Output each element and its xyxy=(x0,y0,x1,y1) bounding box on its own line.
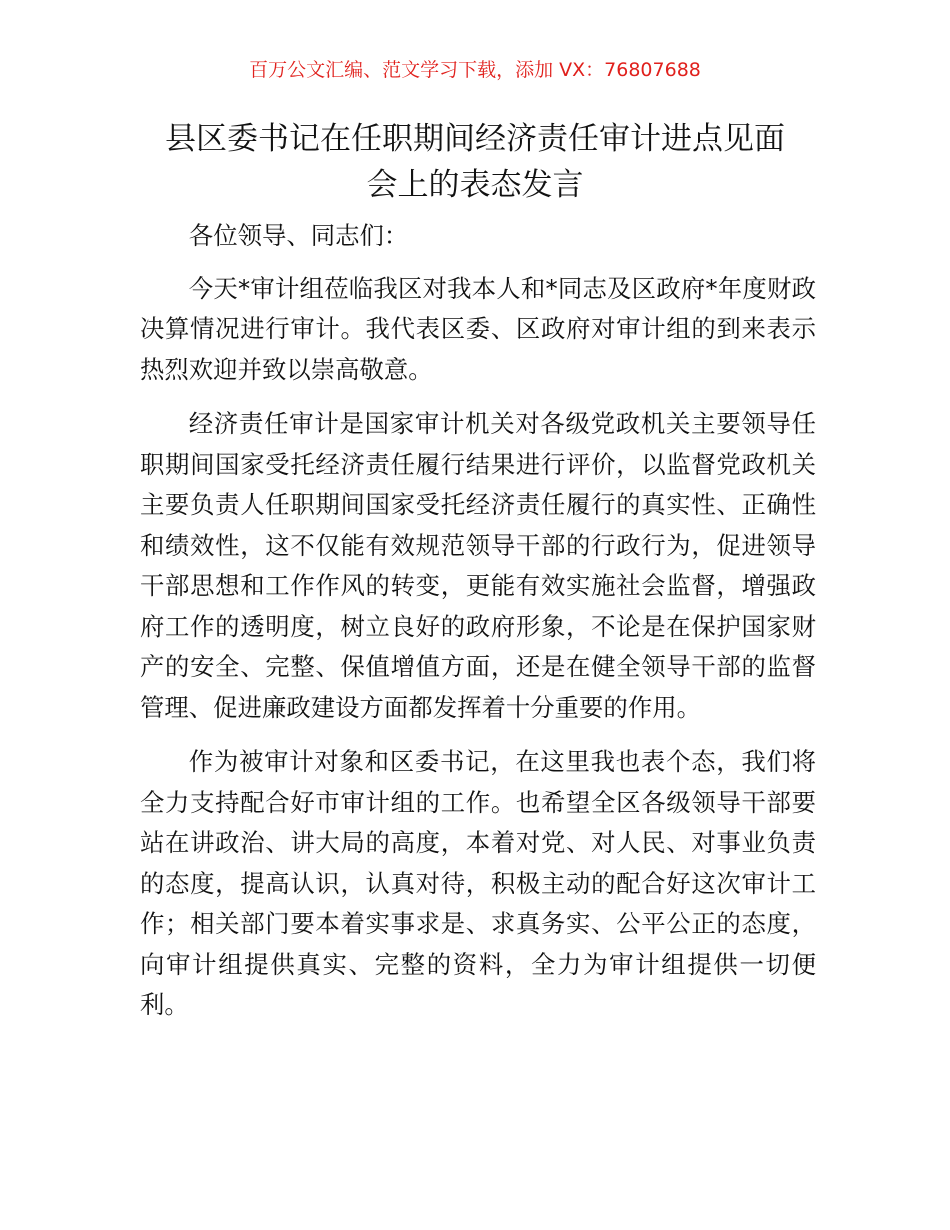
document-body xyxy=(140,216,816,1040)
paragraph-welcome: 今天*审计组莅临我区对我本人和*同志及区政府*年度财政决算情况进行审计。我代表区委、区政府对审计组的到来表示热烈欢迎并致以崇高敬意。 xyxy=(140,273,816,384)
title-line-1: 县区委书记在任职期间经济责任审计进点见面 xyxy=(165,121,785,157)
paragraph-audit-significance: 经济责任审计是国家审计机关对各级党政机关主要领导任职期间国家受托经济责任履行结果进行评价，以监督党政机关主要负责人任职期间国家受托经济责任履行的真实性、正确性和绩效性，这不仅能有效规范领导干部的行政行为，促进领导干部思想和工作作风的转变，更能有效实施社会监督，增强政府工作的透明度，树立良好的政府形象，不论是在保护国家财产的安全、完整、保值增值方面，还是在健全领导干部的监督管理、促进廉政建设方面都发挥着十分重要的作用。 xyxy=(140,409,816,722)
title-line-2: 会上的表态发言 xyxy=(366,167,584,203)
salutation: 各位领导、同志们： xyxy=(188,221,409,250)
document-title xyxy=(100,116,850,208)
promo-header: 百万公文汇编、范文学习下载，添加 VX：76807688 xyxy=(249,59,701,81)
paragraph-commitment: 作为被审计对象和区委书记，在这里我也表个态，我们将全力支持配合好市审计组的工作。也希望全区各级领导干部要站在讲政治、讲大局的高度，本着对党、对人民、对事业负责的态度，提高认识，认真对待，积极主动的配合好这次审计工作；相关部门要本着实事求是、求真务实、公平公正的态度，向审计组提供真实、完整的资料，全力为审计组提供一切便利。 xyxy=(140,747,816,1019)
